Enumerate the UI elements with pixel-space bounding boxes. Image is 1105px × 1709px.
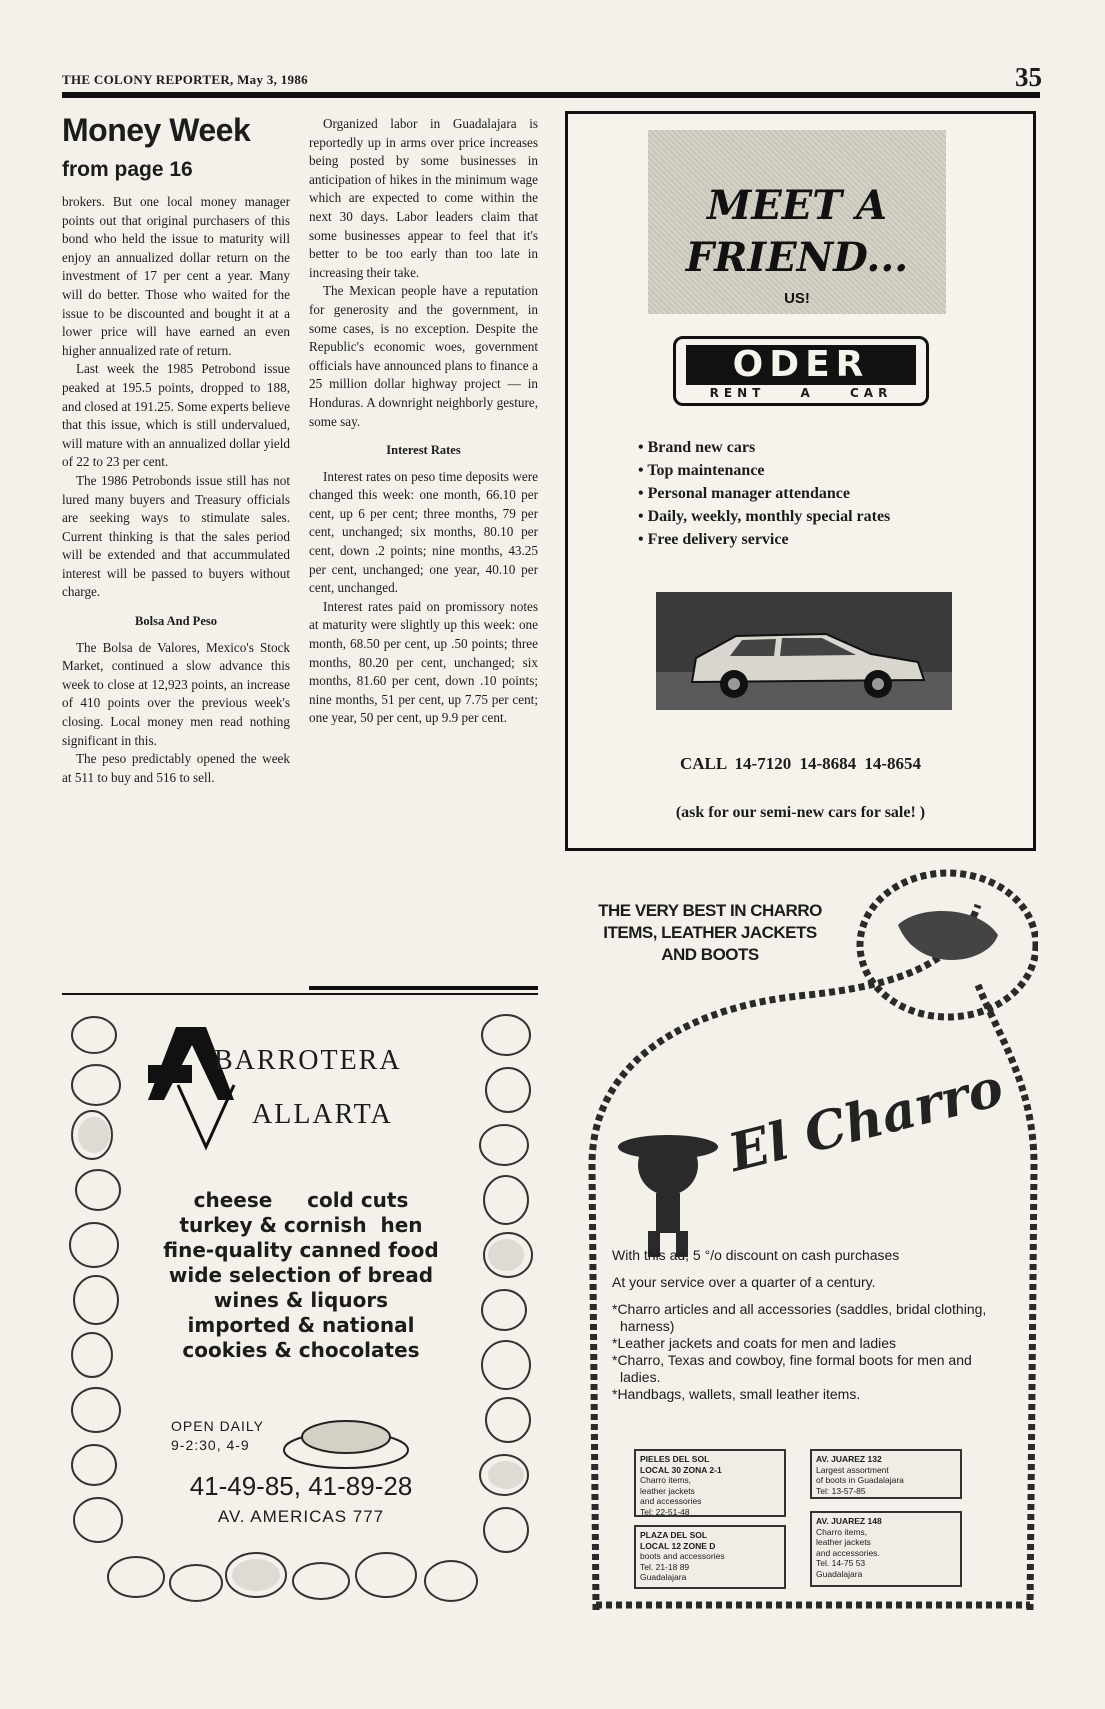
meet-a-friend-banner — [648, 130, 946, 314]
section-heading-interest: Interest Rates — [386, 443, 461, 458]
paragraph: The peso predictably opened the week at 511 to buy and 516 to sell. — [62, 751, 290, 785]
el-charro-ad — [578, 865, 1038, 1610]
card-line: and accessories — [640, 1496, 702, 1506]
masthead-title: THE COLONY REPORTER, May 3, 1986 — [62, 72, 308, 87]
masthead-rule — [62, 92, 1040, 98]
card-line: leather jackets — [640, 1485, 695, 1496]
article-column-1 — [62, 193, 290, 787]
card-line: PIELES DEL SOL — [640, 1454, 710, 1464]
masthead — [62, 62, 1042, 94]
opening-hours — [171, 1417, 264, 1455]
list-item: wines & liquors — [213, 1288, 389, 1312]
abarrotera-vallarta-ad — [66, 1005, 536, 1609]
charro-tagline: THE VERY BEST IN CHARRO ITEMS, LEATHER JACKETS AND BOOTS — [598, 901, 822, 964]
store-address: AV. AMERICAS 777 — [217, 1507, 385, 1526]
oder-rent-a-car-ad — [565, 111, 1036, 851]
logo-wordmark: ODER — [686, 345, 916, 385]
column-rule — [309, 986, 538, 990]
card-line: LOCAL 30 ZONA 2-1 — [640, 1464, 722, 1475]
banner-line-2: FRIEND... — [685, 234, 909, 281]
oder-logo — [673, 336, 929, 406]
store-name-line-2: ALLARTA — [252, 1099, 393, 1130]
banner-line-3: US! — [784, 290, 810, 307]
service-line: At your service over a quarter of a century. — [612, 1274, 876, 1290]
list-item: *Charro articles and all accessories (saddles, bridal clothing, harness) — [612, 1301, 987, 1334]
card-line: Tel: 22-51-48 — [640, 1506, 690, 1517]
paragraph: Last week the 1985 Petrobond issue peaked at 195.5 points, dropped to 188, and closed at 191.25. Some experts believe that this issue, which is still undervalued, will mature with an annualized dollar yield of 22 to 23 per cent. — [62, 361, 290, 470]
section-heading-bolsa: Bolsa And Peso — [135, 614, 217, 629]
charro-details — [612, 1247, 1012, 1403]
store-card — [810, 1511, 962, 1587]
list-item: *Charro, Texas and cowboy, fine formal boots for men and ladies. — [612, 1352, 972, 1385]
card-line: Guadalajara — [640, 1572, 687, 1582]
card-line: LOCAL 12 ZONE D — [640, 1540, 716, 1551]
store-card — [634, 1449, 786, 1517]
list-item: cookies & chocolates — [182, 1338, 420, 1362]
el-charro-logo: El Charro — [722, 1057, 1010, 1184]
card-line: of boots in Guadalajara — [816, 1475, 904, 1485]
store-card — [810, 1449, 962, 1499]
store-name-line-1: BARROTERA — [214, 1045, 402, 1076]
paragraph: The Bolsa de Valores, Mexico's Stock Market, continued a slow advance this week to close at 12,923 points, an increase of 410 points over the previous week's closing. Local money men read nothing significant in this. — [62, 639, 290, 748]
card-line: PLAZA DEL SOL — [640, 1530, 708, 1540]
article-headline: Money Week — [62, 112, 251, 148]
card-line: leather jackets — [816, 1537, 871, 1547]
logo-tagline: RENT A CAR — [709, 386, 893, 400]
paragraph: Interest rates paid on promissory notes at maturity were slightly up this week: one month, 68.50 per cent, up .50 points; three months, 80.20 per cent, unchanged; six months, 81.60 per cent, down .10 points; nine months, 51 per cent, up 7.75 per cent; one year, 50 per cent, up 9.9 per cent. — [309, 598, 538, 726]
list-item: *Leather jackets and coats for men and ladies — [612, 1335, 897, 1351]
paragraph: The Mexican people have a reputation for generosity and the government, in some cases, is no exception. Despite the Republic's economic woes, government officials have announced plans to finance a 25 million dollar highway project — in Honduras. A downright neighborly gesture, some say. — [309, 283, 538, 429]
card-line: Charro items, — [816, 1526, 868, 1537]
phone-numbers: 41-49-85, 41-89-28 — [189, 1471, 413, 1501]
article-bottom-rule — [62, 993, 538, 995]
list-item: • Personal manager attendance — [638, 482, 890, 505]
card-line: and accessories. — [816, 1547, 880, 1558]
phone-numbers: CALL 14-7120 14-8684 14-8654 — [679, 754, 922, 773]
card-line: Charro items, — [640, 1475, 692, 1485]
product-list — [126, 1188, 476, 1363]
card-line: Guadalajara — [816, 1568, 863, 1579]
hours-label: OPEN DAILY — [171, 1418, 264, 1434]
card-line: AV. JUAREZ 132 — [816, 1454, 882, 1464]
card-line: Tel: 13-57-85 — [816, 1485, 866, 1496]
semi-new-cars-note: (ask for our semi-new cars for sale! ) — [675, 804, 926, 821]
article-subhead: from page 16 — [62, 158, 193, 181]
list-item: wide selection of bread — [168, 1263, 434, 1287]
car-photo — [656, 592, 952, 710]
card-line: Tel. 21-18 89 — [640, 1561, 690, 1572]
article-column-2 — [309, 115, 538, 728]
banner-line-1: MEET A — [707, 182, 887, 229]
hours-value: 9-2:30, 4-9 — [171, 1437, 250, 1453]
card-line: Largest assortment — [816, 1464, 889, 1475]
paragraph: brokers. But one local money manager points out that original purchasers of this bond who held the issue to maturity will enjoy an annualized dollar return on the investment of 17 per cent a year. Many will do better. Those who waited for the issue to be discounted and bought it at a lower price will have earned an even higher annualized rate of return. — [62, 194, 290, 358]
page-number: 35 — [1015, 62, 1042, 92]
store-card — [634, 1525, 786, 1589]
charro-item-list — [612, 1301, 1012, 1403]
discount-line: With this ad, 5 °/o discount on cash purchases — [612, 1247, 900, 1263]
list-item: • Daily, weekly, monthly special rates — [638, 505, 890, 528]
card-line: boots and accessories — [640, 1551, 725, 1561]
list-item: fine-quality canned food — [163, 1238, 439, 1262]
car-illustration — [656, 592, 952, 710]
paragraph: Organized labor in Guadalajara is reportedly up in arms over price increases being posted by some businesses in anticipation of hikes in the minimum wage which are expected to come within the next 30 days. Labor leaders claim that some businesses appear to feel that it's better to be too early than too late in increasing their take. — [309, 116, 538, 280]
list-item: imported & national — [187, 1313, 415, 1337]
list-item: • Top maintenance — [638, 459, 890, 482]
list-item: • Brand new cars — [638, 436, 890, 459]
list-item: • Free delivery service — [638, 528, 890, 551]
list-item: turkey & cornish hen — [179, 1213, 423, 1237]
feature-list — [638, 436, 890, 551]
paragraph: The 1986 Petrobonds issue still has not lured many buyers and Treasury officials are seeking ways to stimulate sales. Current thinking is that the sales period will be extended and that accummulated interest will be passed to buyers without charge. — [62, 472, 290, 600]
card-line: AV. JUAREZ 148 — [816, 1516, 882, 1526]
list-item: cheese cold cuts — [193, 1188, 409, 1212]
card-line: Tel. 14-75 53 — [816, 1558, 866, 1568]
paragraph: Interest rates on peso time deposits were changed this week: one month, 66.10 per cent, up 6 per cent; three months, 79 per cent, unchanged; six months, 80.10 per cent, down .2 points; nine months, 43.25 per cent, unchanged; one year, 40.10 per cent, unchanged. — [309, 468, 538, 596]
list-item: *Handbags, wallets, small leather items. — [612, 1386, 861, 1402]
